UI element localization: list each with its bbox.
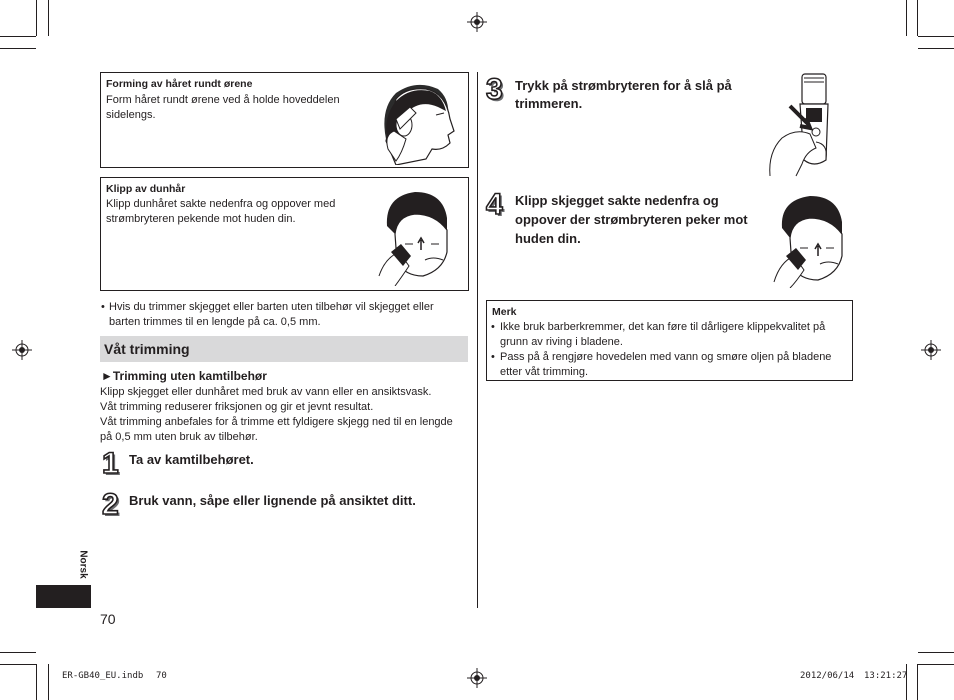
crop-mark <box>918 664 954 665</box>
crop-mark <box>918 48 954 49</box>
slug-time: 13:21:27 <box>864 671 908 681</box>
page-number: 70 <box>100 611 116 627</box>
crop-mark <box>906 664 907 700</box>
step-number: 1 <box>102 447 119 480</box>
column-divider <box>477 72 478 608</box>
box-title: Forming av håret rundt ørene <box>106 78 253 90</box>
step-number: 2 <box>102 488 119 521</box>
slug-file: ER-GB40_EU.indb <box>62 671 144 681</box>
box-text-line: strømbryteren pekende mot huden din. <box>106 213 296 225</box>
box-text-line: sidelengs. <box>106 109 156 121</box>
section-header <box>100 336 468 362</box>
subheading: ►Trimming uten kamtilbehør <box>101 369 267 383</box>
box-title: Klipp av dunhår <box>106 183 186 195</box>
box-text-line: Form håret rundt ørene ved å holde hoveddelen <box>106 94 340 106</box>
step-text: Ta av kamtilbehøret. <box>129 452 254 467</box>
side-tab-label: Norsk <box>77 550 89 579</box>
step-number: 3 <box>486 73 503 106</box>
bullet-dot: • <box>491 321 495 333</box>
beard-trimming-illustration <box>770 192 852 288</box>
note-title: Merk <box>492 306 517 318</box>
box-text-line: Klipp dunhåret sakte nedenfra og oppover med <box>106 198 336 210</box>
side-tab-label-wrap <box>77 545 91 585</box>
step-text-line: oppover der strømbryteren peker mot <box>515 212 748 227</box>
step-text-line: trimmeren. <box>515 96 583 111</box>
crop-mark <box>48 0 49 36</box>
crop-mark <box>0 664 36 665</box>
bullet-text-line: barten trimmes til en lengde på ca. 0,5 mm. <box>109 316 321 328</box>
power-switch-illustration <box>766 72 838 178</box>
down-hair-trimming-illustration <box>375 186 457 286</box>
crop-mark <box>917 664 918 700</box>
note-text-line: etter våt trimming. <box>500 366 589 378</box>
crop-mark <box>0 652 36 653</box>
note-text-line: Ikke bruk barberkremmer, det kan føre til dårligere klippekvalitet på <box>500 321 826 333</box>
bullet-dot: • <box>101 301 105 313</box>
bullet-text-line: Hvis du trimmer skjegget eller barten uten tilbehør vil skjegget eller <box>109 301 434 313</box>
side-tab <box>36 585 91 608</box>
paragraph-line: Klipp skjegget eller dunhåret med bruk av vann eller en ansiktsvask. <box>100 386 432 398</box>
bullet-dot: • <box>491 351 495 363</box>
note-text-line: Pass på å rengjøre hovedelen med vann og smøre oljen på bladene <box>500 351 832 363</box>
section-title: Våt trimming <box>104 341 190 357</box>
crop-mark <box>0 36 36 37</box>
crop-mark <box>48 664 49 700</box>
step-text-line: Klipp skjegget sakte nedenfra og <box>515 193 719 208</box>
crop-mark <box>906 0 907 36</box>
crop-mark <box>36 664 37 700</box>
step-number: 4 <box>486 188 503 221</box>
note-text-line: grunn av riving i bladene. <box>500 336 623 348</box>
crop-mark <box>0 48 36 49</box>
crop-mark <box>36 0 37 36</box>
slug-date: 2012/06/14 <box>800 671 855 681</box>
info-box-down-hair <box>100 177 469 291</box>
step-text: Bruk vann, såpe eller lignende på ansiktet ditt. <box>129 493 416 508</box>
registration-mark-icon <box>12 340 32 360</box>
info-box-ear-hair <box>100 72 469 168</box>
registration-mark-icon <box>467 12 487 32</box>
crop-mark <box>918 36 954 37</box>
registration-mark-icon <box>921 340 941 360</box>
slug-page: 70 <box>156 671 167 681</box>
crop-mark <box>917 0 918 36</box>
paragraph-line: Våt trimming anbefales for å trimme ett fyldigere skjegg ned til en lengde <box>100 416 453 428</box>
crop-mark <box>918 652 954 653</box>
paragraph-line: Våt trimming reduserer friksjonen og gir et jevnt resultat. <box>100 401 374 413</box>
note-box <box>486 300 853 381</box>
step-text-line: Trykk på strømbryteren for å slå på <box>515 78 732 93</box>
ear-trimming-illustration <box>376 79 458 165</box>
step-text-line: huden din. <box>515 231 581 246</box>
registration-mark-icon <box>467 668 487 688</box>
paragraph-line: på 0,5 mm uten bruk av tilbehør. <box>100 431 258 443</box>
